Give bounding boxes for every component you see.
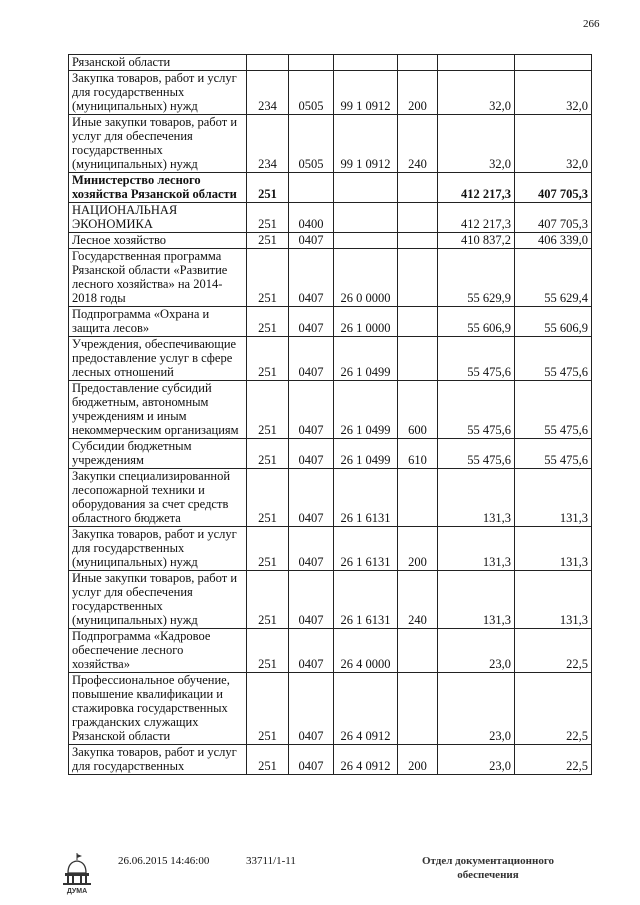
row-sum-2: 22,5 <box>515 673 592 745</box>
row-sum-2: 32,0 <box>515 71 592 115</box>
row-section-code: 0407 <box>289 439 334 469</box>
row-target-code <box>334 233 398 249</box>
row-section-code: 0407 <box>289 307 334 337</box>
row-expense-type: 200 <box>398 745 438 775</box>
table-row <box>69 307 592 337</box>
row-target-code: 26 1 0499 <box>334 337 398 381</box>
row-sum-1: 23,0 <box>438 745 515 775</box>
row-section-code <box>289 173 334 203</box>
row-sum-1: 131,3 <box>438 469 515 527</box>
row-expense-type: 200 <box>398 527 438 571</box>
row-target-code: 26 1 6131 <box>334 469 398 527</box>
row-target-code: 26 4 0912 <box>334 745 398 775</box>
budget-table-body <box>69 55 592 775</box>
row-expense-type: 600 <box>398 381 438 439</box>
row-expense-type <box>398 233 438 249</box>
table-row <box>69 745 592 775</box>
row-admin-code: 251 <box>247 381 289 439</box>
table-row <box>69 233 592 249</box>
row-name: Профессиональное обучение, повышение квалификации и стажировка государственных гражданских служащих Рязанской области <box>69 673 247 745</box>
row-section-code: 0400 <box>289 203 334 233</box>
row-admin-code: 251 <box>247 673 289 745</box>
table-row <box>69 571 592 629</box>
row-section-code: 0407 <box>289 673 334 745</box>
row-expense-type: 610 <box>398 439 438 469</box>
row-name: Подпрограмма «Кадровое обеспечение лесного хозяйства» <box>69 629 247 673</box>
table-row <box>69 439 592 469</box>
row-admin-code: 251 <box>247 571 289 629</box>
row-sum-1: 55 475,6 <box>438 439 515 469</box>
row-admin-code: 251 <box>247 439 289 469</box>
row-section-code: 0505 <box>289 71 334 115</box>
row-name: Государственная программа Рязанской области «Развитие лесного хозяйства» на 2014-2018 годы <box>69 249 247 307</box>
row-name: Лесное хозяйство <box>69 233 247 249</box>
row-admin-code <box>247 55 289 71</box>
row-target-code <box>334 173 398 203</box>
row-name: Субсидии бюджетным учреждениям <box>69 439 247 469</box>
row-target-code: 26 1 0499 <box>334 381 398 439</box>
row-name: Предоставление субсидий бюджетным, автономным учреждениям и иным некоммерческим организациям <box>69 381 247 439</box>
row-expense-type <box>398 173 438 203</box>
row-expense-type <box>398 203 438 233</box>
table-row <box>69 381 592 439</box>
row-sum-2: 406 339,0 <box>515 233 592 249</box>
row-admin-code: 234 <box>247 115 289 173</box>
row-admin-code: 251 <box>247 249 289 307</box>
row-sum-2: 22,5 <box>515 745 592 775</box>
row-expense-type: 240 <box>398 115 438 173</box>
row-target-code: 99 1 0912 <box>334 71 398 115</box>
row-name: Закупки специализированной лесопожарной техники и оборудования за счет средств областного бюджета <box>69 469 247 527</box>
row-sum-1: 55 606,9 <box>438 307 515 337</box>
table-row <box>69 629 592 673</box>
row-sum-1: 55 475,6 <box>438 381 515 439</box>
table-row <box>69 173 592 203</box>
row-section-code: 0407 <box>289 249 334 307</box>
table-row <box>69 249 592 307</box>
row-sum-1: 412 217,3 <box>438 173 515 203</box>
row-expense-type: 200 <box>398 71 438 115</box>
row-target-code: 26 4 0912 <box>334 673 398 745</box>
row-name: Учреждения, обеспечивающие предоставление услуг в сфере лесных отношений <box>69 337 247 381</box>
row-target-code: 26 4 0000 <box>334 629 398 673</box>
row-target-code: 26 0 0000 <box>334 249 398 307</box>
row-target-code: 26 1 6131 <box>334 527 398 571</box>
table-row <box>69 203 592 233</box>
row-expense-type <box>398 673 438 745</box>
seal-caption: ДУМА <box>66 888 88 895</box>
row-section-code: 0407 <box>289 745 334 775</box>
row-target-code <box>334 55 398 71</box>
row-name: Закупка товаров, работ и услуг для государственных <box>69 745 247 775</box>
row-sum-2: 407 705,3 <box>515 203 592 233</box>
row-admin-code: 251 <box>247 233 289 249</box>
row-sum-2: 55 475,6 <box>515 381 592 439</box>
row-name: Закупка товаров, работ и услуг для государственных (муниципальных) нужд <box>69 527 247 571</box>
row-admin-code: 251 <box>247 203 289 233</box>
row-sum-1: 412 217,3 <box>438 203 515 233</box>
row-target-code: 26 1 6131 <box>334 571 398 629</box>
row-sum-2 <box>515 55 592 71</box>
row-admin-code: 251 <box>247 527 289 571</box>
row-sum-2: 131,3 <box>515 469 592 527</box>
row-section-code: 0407 <box>289 337 334 381</box>
footer-doc-code: 33711/1-11 <box>246 855 296 867</box>
row-expense-type: 240 <box>398 571 438 629</box>
row-admin-code: 251 <box>247 469 289 527</box>
row-expense-type <box>398 55 438 71</box>
row-sum-2: 32,0 <box>515 115 592 173</box>
row-section-code: 0407 <box>289 629 334 673</box>
row-sum-1 <box>438 55 515 71</box>
row-expense-type <box>398 469 438 527</box>
row-name: Иные закупки товаров, работ и услуг для обеспечения государственных (муниципальных) нужд <box>69 571 247 629</box>
row-sum-2: 407 705,3 <box>515 173 592 203</box>
row-target-code: 99 1 0912 <box>334 115 398 173</box>
row-sum-2: 55 475,6 <box>515 439 592 469</box>
table-row <box>69 673 592 745</box>
row-sum-2: 55 629,4 <box>515 249 592 307</box>
row-target-code: 26 1 0499 <box>334 439 398 469</box>
row-admin-code: 234 <box>247 71 289 115</box>
row-sum-1: 131,3 <box>438 527 515 571</box>
table-row <box>69 71 592 115</box>
row-sum-2: 131,3 <box>515 527 592 571</box>
row-sum-1: 23,0 <box>438 629 515 673</box>
row-expense-type <box>398 249 438 307</box>
row-expense-type <box>398 337 438 381</box>
footer-department-line-2: обеспечения <box>457 869 519 881</box>
row-section-code <box>289 55 334 71</box>
footer-date: 26.06.2015 14:46:00 <box>118 855 210 867</box>
table-row <box>69 527 592 571</box>
page-footer <box>0 851 640 901</box>
row-admin-code: 251 <box>247 337 289 381</box>
table-row <box>69 337 592 381</box>
row-sum-1: 410 837,2 <box>438 233 515 249</box>
row-admin-code: 251 <box>247 629 289 673</box>
row-sum-1: 55 629,9 <box>438 249 515 307</box>
table-row <box>69 115 592 173</box>
table-row <box>69 55 592 71</box>
row-sum-1: 131,3 <box>438 571 515 629</box>
row-target-code: 26 1 0000 <box>334 307 398 337</box>
row-name: Закупка товаров, работ и услуг для государственных (муниципальных) нужд <box>69 71 247 115</box>
row-name: Министерство лесного хозяйства Рязанской области <box>69 173 247 203</box>
row-expense-type <box>398 307 438 337</box>
row-admin-code: 251 <box>247 173 289 203</box>
row-name: НАЦИОНАЛЬНАЯ ЭКОНОМИКА <box>69 203 247 233</box>
row-section-code: 0407 <box>289 381 334 439</box>
row-section-code: 0505 <box>289 115 334 173</box>
table-row <box>69 469 592 527</box>
row-sum-2: 131,3 <box>515 571 592 629</box>
row-sum-1: 23,0 <box>438 673 515 745</box>
row-section-code: 0407 <box>289 469 334 527</box>
row-admin-code: 251 <box>247 745 289 775</box>
footer-department-line-1: Отдел документационного <box>421 855 555 867</box>
footer-department <box>408 854 568 882</box>
row-section-code: 0407 <box>289 527 334 571</box>
row-sum-2: 55 475,6 <box>515 337 592 381</box>
row-expense-type <box>398 629 438 673</box>
duma-seal-icon <box>60 851 94 895</box>
page-number: 266 <box>583 18 600 30</box>
row-admin-code: 251 <box>247 307 289 337</box>
row-sum-1: 32,0 <box>438 115 515 173</box>
row-section-code: 0407 <box>289 233 334 249</box>
row-section-code: 0407 <box>289 571 334 629</box>
row-name: Рязанской области <box>69 55 247 71</box>
row-name: Иные закупки товаров, работ и услуг для обеспечения государственных (муниципальных) нужд <box>69 115 247 173</box>
row-sum-2: 22,5 <box>515 629 592 673</box>
budget-table <box>68 54 592 775</box>
row-name: Подпрограмма «Охрана и защита лесов» <box>69 307 247 337</box>
row-sum-1: 55 475,6 <box>438 337 515 381</box>
row-sum-1: 32,0 <box>438 71 515 115</box>
row-sum-2: 55 606,9 <box>515 307 592 337</box>
row-target-code <box>334 203 398 233</box>
